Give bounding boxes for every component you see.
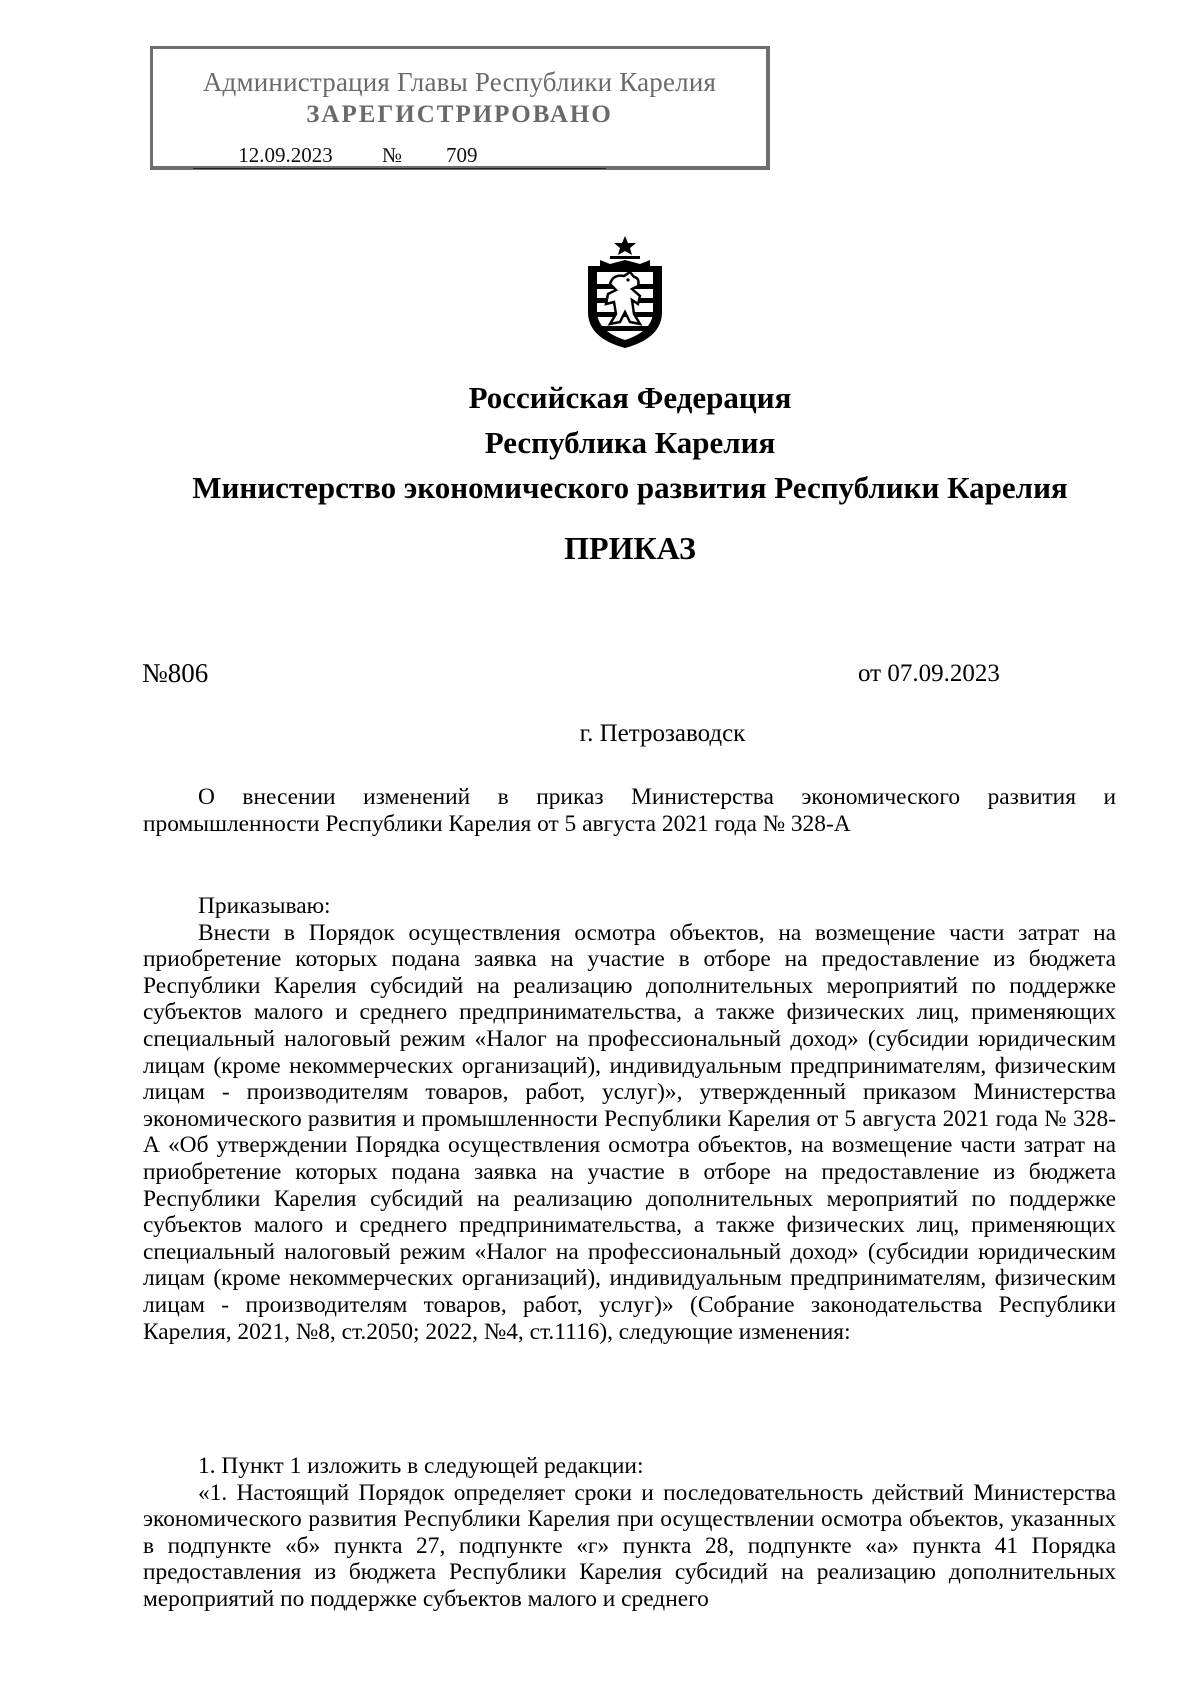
order-city: г. Петрозаводск bbox=[579, 720, 746, 747]
header-country: Российская Федерация bbox=[468, 380, 792, 415]
order-subject bbox=[143, 784, 1116, 837]
item1-text: «1. Настоящий Порядок определяет сроки и последовательность действий Министерства экономического развития Республики Карелия при осуществлении осмотра объектов, указанных в подпункте «б» пункта 27, подпункте «г» пункта 28, подпункте «а» пункта 41 Порядка предоставления из бюджета Республики Карелия субсидий на реализацию дополнительных мероприятий по поддержке субъектов малого и среднего bbox=[143, 1479, 1116, 1612]
document-type-title: ПРИКАЗ bbox=[564, 530, 696, 566]
main-paragraph: Внести в Порядок осуществления осмотра объектов, на возмещение части затрат на приобретение которых подана заявка на участие в отборе на предоставление из бюджета Республики Карелия субсидий на реализацию дополнительных мероприятий по поддержке субъектов малого и среднего предпринимательства, а также физических лиц, применяющих специальный налоговый режим «Налог на профессиональный доход» (субсидии юридическим лицам (кроме некоммерческих организаций), индивидуальным предпринимателям, физическим лицам - производителям товаров, работ, услуг)», утвержденный приказом Министерства экономического развития и промышленности Республики Карелия от 5 августа 2021 года № 328-А «Об утверждении Порядка осуществления осмотра объектов, на возмещение части затрат на приобретение которых подана заявка на участие в отборе на предоставление из бюджета Республики Карелия субсидий на реализацию дополнительных мероприятий по поддержке субъектов малого и среднего предпринимательства, а также физических лиц, применяющих специальный налоговый режим «Налог на профессиональный доход» (субсидии юридическим лицам (кроме некоммерческих организаций), индивидуальным предпринимателям, физическим лицам - производителям товаров, работ, услуг)» (Собрание законодательства Республики Карелия, 2021, №8, ст.2050; 2022, №4, ст.1116), следующие изменения: bbox=[143, 919, 1116, 1345]
header-republic: Республика Карелия bbox=[484, 425, 776, 460]
stamp-registered: ЗАРЕГИСТРИРОВАНО bbox=[306, 101, 613, 128]
stamp-date: 12.09.2023 bbox=[193, 143, 378, 169]
item1-heading: 1. Пункт 1 изложить в следующей редакции: bbox=[198, 1453, 644, 1479]
order-directive: Приказываю: bbox=[198, 893, 331, 919]
header-ministry: Министерство экономического развития Республики Карелия bbox=[192, 470, 1068, 505]
order-number: №806 bbox=[142, 658, 209, 688]
order-date: от 07.09.2023 bbox=[858, 660, 1000, 687]
subject-text: О внесении изменений в приказ Министерства экономического развития и промышленности Республики Карелия от 5 августа 2021 года № 328-А bbox=[143, 784, 1116, 837]
registration-stamp bbox=[150, 46, 770, 170]
stamp-authority: Администрация Главы Республики Карелия bbox=[202, 67, 717, 97]
stamp-number-sign: № bbox=[378, 143, 406, 169]
order-body bbox=[143, 893, 1116, 1345]
karelia-coat-of-arms-icon bbox=[580, 234, 670, 352]
amendment-item-1 bbox=[143, 1453, 1116, 1613]
stamp-registration-line bbox=[193, 143, 606, 169]
stamp-number: 709 bbox=[406, 143, 606, 169]
